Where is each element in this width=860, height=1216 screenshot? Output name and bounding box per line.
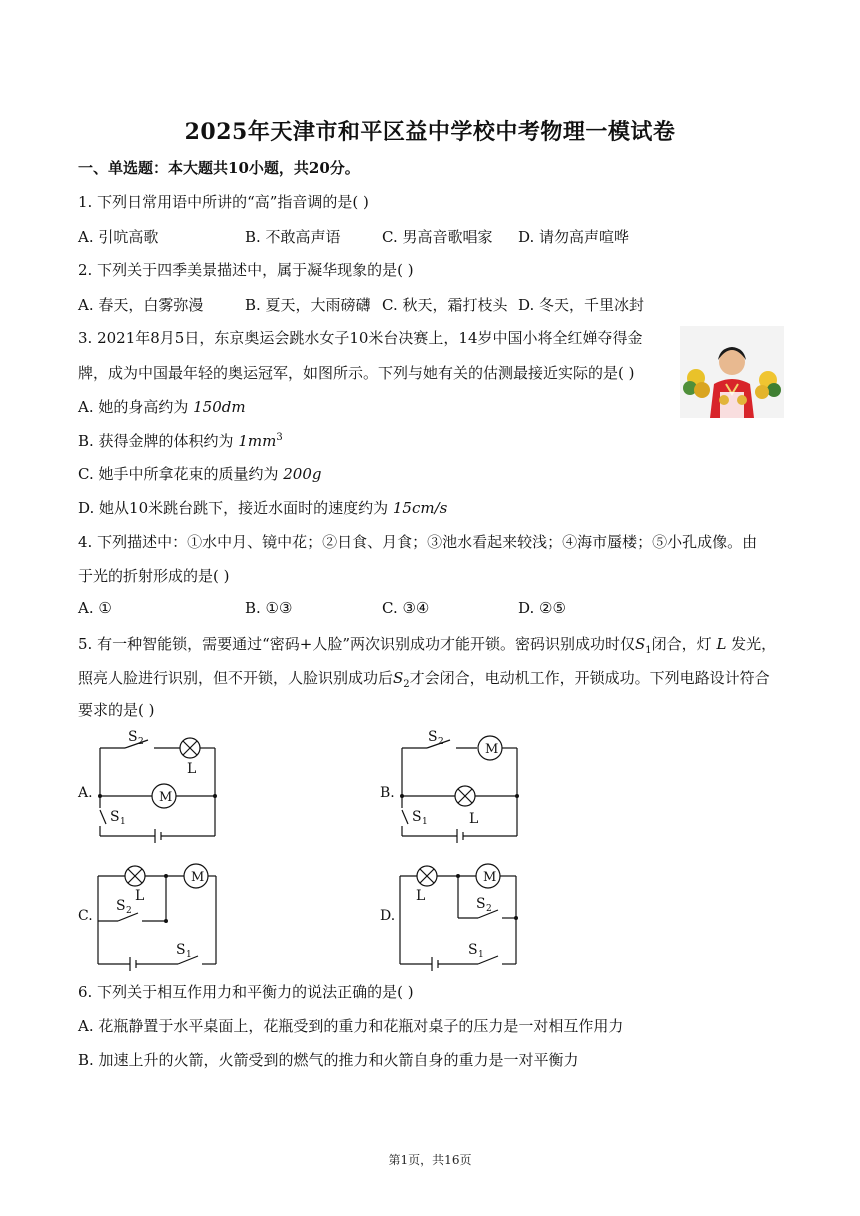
q2-option-b: B. 夏天，大雨磅礴 [245,296,371,314]
q2-option-c: C. 秋天，霜打枝头 [382,296,508,314]
svg-text:L: L [135,888,145,904]
svg-text:L: L [469,811,479,827]
circuit-a-label: A. [78,785,93,801]
q3-option-a: A. 她的身高约为 150dm [78,398,246,416]
circuit-d-label: D. [380,908,396,924]
svg-text:M: M [483,870,497,885]
question-2-stem: 2. 下列关于四季美景描述中，属于凝华现象的是( ) [78,261,414,279]
question-4-line-1: 4. 下列描述中：①水中月、镜中花；②日食、月食；③池水看起来较浅；④海市蜃楼；⑤小孔成像。由 [78,533,758,551]
svg-text:L: L [416,888,426,904]
question-5-line-3: 要求的是( ) [78,701,155,719]
svg-text:2: 2 [486,904,492,914]
question-5-line-2: 照亮人脸进行识别，但不开锁，人脸识别成功后$S_2$才会闭合，电动机工作，开锁成功。下列电路设计符合 [78,669,770,690]
q3-option-b: B. 获得金牌的体积约为 $1mm^3$ [78,432,283,450]
q3-option-c: C. 她手中所拿花束的质量约为 200g [78,465,322,483]
q2-option-a: A. 春天，白雾弥漫 [78,296,204,314]
section-heading: 一、单选题：本大题共10小题，共20分。 [78,159,360,177]
page-title: 2025年天津市和平区益中学校中考物理一模试卷 [184,119,676,145]
svg-text:S: S [412,809,422,825]
q3-option-d: D. 她从10米跳台跳下，接近水面时的速度约为 15cm/s [78,499,448,517]
svg-text:S: S [468,942,478,958]
q6-option-a: A. 花瓶静置于水平桌面上，花瓶受到的重力和花瓶对桌子的压力是一对相互作用力 [78,1017,624,1035]
q1-option-b: B. 不敢高声语 [245,228,341,246]
question-6-stem: 6. 下列关于相互作用力和平衡力的说法正确的是( ) [78,983,414,1001]
question-5-line-1: 5. 有一种智能锁，需要通过“密码+人脸”两次识别成功才能开锁。密码识别成功时仅$S_1$闭合，灯 L 发光， [78,635,777,656]
svg-text:S: S [116,898,126,914]
q1-option-c: C. 男高音歌唱家 [382,228,493,246]
svg-text:M: M [485,742,499,757]
page-footer: 第1页，共16页 [388,1153,472,1167]
q4-option-b: B. ①③ [245,599,293,617]
svg-text:2: 2 [138,737,144,747]
q5-circuit-diagrams [70,728,550,978]
svg-text:1: 1 [186,950,192,960]
question-1-stem: 1. 下列日常用语中所讲的“高”指音调的是( ) [78,193,369,211]
svg-text:1: 1 [478,950,484,960]
svg-text:1: 1 [120,817,126,827]
circuit-b-label: B. [380,785,395,801]
svg-text:S: S [476,896,486,912]
q2-option-d: D. 冬天，千里冰封 [518,296,645,314]
svg-text:M: M [191,870,205,885]
svg-text:S: S [110,809,120,825]
svg-text:2: 2 [126,906,132,916]
question-3-line-1: 3. 2021年8月5日，东京奥运会跳水女子10米台决赛上，14岁中国小将全红婵夺得金 [78,329,643,347]
svg-text:S: S [128,729,138,745]
svg-text:S: S [428,729,438,745]
svg-text:S: S [176,942,186,958]
q4-option-a: A. ① [78,599,112,617]
circuit-c-label: C. [78,908,93,924]
svg-text:L: L [187,761,197,777]
q1-option-d: D. 请勿高声喧哗 [518,228,630,246]
q6-option-b: B. 加速上升的火箭，火箭受到的燃气的推力和火箭自身的重力是一对平衡力 [78,1051,579,1069]
q4-option-c: C. ③④ [382,599,430,617]
question-3-line-2: 牌，成为中国最年轻的奥运冠军，如图所示。下列与她有关的估测最接近实际的是( ) [78,364,635,382]
athlete-photo [680,326,784,418]
question-4-line-2: 于光的折射形成的是( ) [78,567,230,585]
svg-text:1: 1 [422,817,428,827]
q1-option-a: A. 引吭高歌 [78,228,159,246]
q4-option-d: D. ②⑤ [518,599,566,617]
svg-text:2: 2 [438,737,444,747]
svg-text:M: M [159,790,173,805]
